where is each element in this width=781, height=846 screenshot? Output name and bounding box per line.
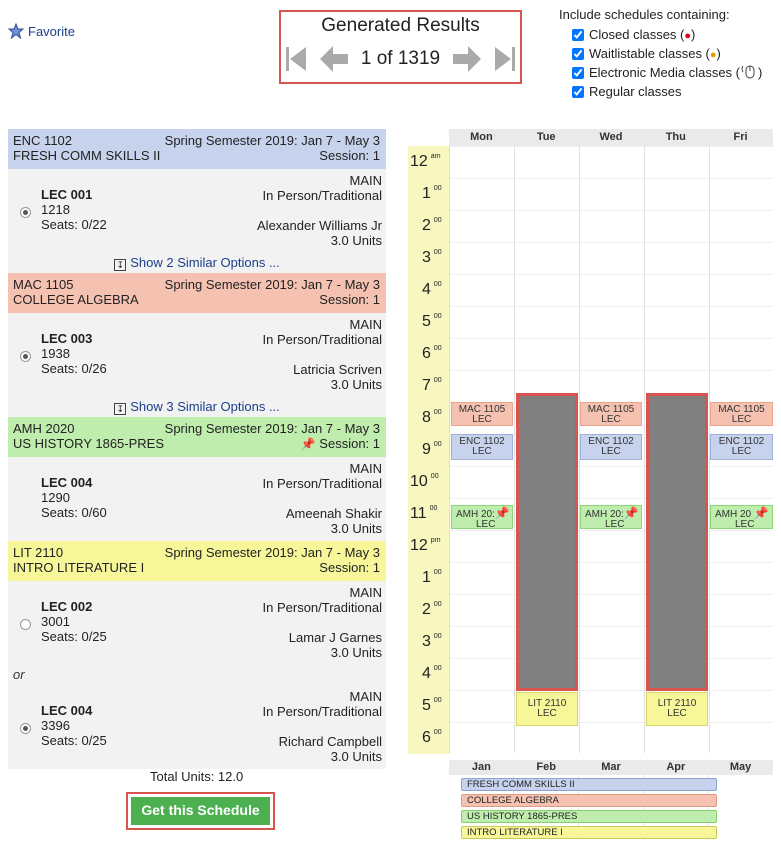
hour-label: 9 $^{00}$ <box>408 434 449 466</box>
month-bar-mac1105: COLLEGE ALGEBRA <box>461 794 717 807</box>
section-units: 3.0 Units <box>330 377 382 392</box>
course-session: Session: 1 <box>319 292 380 307</box>
section-radio[interactable] <box>20 723 31 734</box>
expand-icon: ↧ <box>114 403 126 415</box>
course-term: Spring Semester 2019: Jan 7 - May 3 <box>164 133 380 148</box>
course-session: Session: 1 <box>319 560 380 575</box>
blocked-time-tue[interactable] <box>516 393 578 691</box>
weekly-calendar <box>408 129 773 753</box>
section-radio[interactable] <box>20 207 31 218</box>
hour-label: 12 $^{pm}$ <box>408 530 449 562</box>
calendar-event-amh2020[interactable]: AMH 20 📌 LEC <box>710 505 773 529</box>
month-bar-enc1102: FRESH COMM SKILLS II <box>461 778 717 791</box>
show-similar-options-link[interactable] <box>8 253 386 273</box>
section-mode: In Person/Traditional <box>262 600 382 615</box>
section-number: 1938 <box>41 346 70 361</box>
course-term: Spring Semester 2019: Jan 7 - May 3 <box>164 421 380 436</box>
course-code: MAC 1105 <box>13 277 74 292</box>
section-row[interactable] <box>8 685 386 769</box>
results-counter: 1 of 1319 <box>360 48 441 69</box>
include-options <box>559 7 762 101</box>
get-schedule-button[interactable]: Get this Schedule <box>131 797 270 825</box>
waitlistable-classes-suffix: ) <box>716 46 721 61</box>
day-header: Wed <box>599 131 623 143</box>
star-icon <box>8 23 24 39</box>
include-heading: Include schedules containing: <box>559 7 730 22</box>
similar-label: Show 2 Similar Options ... <box>130 255 280 270</box>
section-row[interactable] <box>8 457 386 541</box>
regular-classes-checkbox[interactable] <box>572 86 584 98</box>
day-header: Thu <box>665 131 686 143</box>
hour-label: 11 $^{00}$ <box>408 498 449 530</box>
calendar-event-mac1105[interactable]: MAC 1105 LEC <box>580 402 642 426</box>
section-units: 3.0 Units <box>330 749 382 764</box>
hour-label: 3 $^{00}$ <box>408 626 449 658</box>
pin-icon: 📌 <box>623 506 639 520</box>
waitlistable-classes-option[interactable] <box>572 44 762 63</box>
hour-label: 3 $^{00}$ <box>408 242 449 274</box>
course-code: ENC 1102 <box>13 133 73 148</box>
section-row[interactable] <box>8 169 386 253</box>
hour-label: 2 $^{00}$ <box>408 594 449 626</box>
section-row[interactable] <box>8 313 386 397</box>
section-instructor: Alexander Williams Jr <box>257 218 382 233</box>
calendar-event-amh2020[interactable]: AMH 20:📌 LEC <box>451 505 513 529</box>
section-number: 1290 <box>41 490 70 505</box>
generated-results-panel <box>279 10 522 84</box>
hour-label: 6 $^{00}$ <box>408 722 449 754</box>
regular-classes-option[interactable] <box>572 82 762 101</box>
calendar-event-mac1105[interactable]: MAC 1105 LEC <box>451 402 513 426</box>
calendar-event-lit2110[interactable]: LIT 2110 LEC <box>646 692 708 726</box>
course-code: LIT 2110 <box>13 545 64 560</box>
blocked-time-thu[interactable] <box>646 393 708 691</box>
month-header-bar <box>449 760 773 775</box>
hour-label: 1 $^{00}$ <box>408 178 449 210</box>
section-units: 3.0 Units <box>330 645 382 660</box>
month-bar-lit2110: INTRO LITERATURE I <box>461 826 717 839</box>
day-header: Mon <box>470 131 493 143</box>
section-type: LEC 004 <box>41 703 93 718</box>
day-header: Tue <box>536 131 556 143</box>
hour-label: 8 $^{00}$ <box>408 402 449 434</box>
previous-result-button[interactable] <box>319 43 349 75</box>
waitlistable-classes-checkbox[interactable] <box>572 48 584 60</box>
first-page-icon <box>284 45 308 73</box>
section-seats: Seats: 0/26 <box>41 361 107 376</box>
closed-classes-checkbox[interactable] <box>572 29 584 41</box>
section-mode: In Person/Traditional <box>262 332 382 347</box>
show-similar-options-link[interactable] <box>8 397 386 417</box>
pin-icon: 📌 <box>300 437 316 451</box>
month-overview <box>449 760 773 840</box>
section-campus: MAIN <box>349 585 382 600</box>
last-page-icon <box>493 45 517 73</box>
hour-label: 12 $^{am}$ <box>408 146 449 178</box>
get-schedule-button-frame <box>126 792 275 830</box>
course-list <box>8 129 386 769</box>
hour-label: 5 $^{00}$ <box>408 306 449 338</box>
calendar-grid <box>449 146 773 753</box>
course-header-mac1105 <box>8 273 386 313</box>
previous-arrow-icon <box>319 45 349 73</box>
section-units: 3.0 Units <box>330 233 382 248</box>
calendar-event-enc1102[interactable]: ENC 1102 LEC <box>451 434 513 460</box>
last-result-button[interactable] <box>490 43 520 75</box>
waitlist-dot-icon: ● <box>709 49 717 61</box>
first-result-button[interactable] <box>281 43 311 75</box>
month-label: Feb <box>536 761 556 773</box>
course-term: Spring Semester 2019: Jan 7 - May 3 <box>164 545 380 560</box>
electronic-media-suffix: ) <box>758 65 763 80</box>
section-campus: MAIN <box>349 173 382 188</box>
section-row[interactable] <box>8 581 386 665</box>
closed-classes-label: Closed classes ( <box>589 27 685 42</box>
electronic-media-checkbox[interactable] <box>572 67 584 79</box>
similar-label: Show 3 Similar Options ... <box>130 399 280 414</box>
section-number: 1218 <box>41 202 70 217</box>
calendar-event-lit2110[interactable]: LIT 2110 LEC <box>516 692 578 726</box>
day-header-bar <box>449 129 773 146</box>
next-result-button[interactable] <box>452 43 482 75</box>
section-instructor: Latricia Scriven <box>293 362 382 377</box>
hour-label: 5 $^{00}$ <box>408 690 449 722</box>
month-bar-amh2020: US HISTORY 1865-PRES <box>461 810 717 823</box>
section-radio[interactable] <box>20 619 31 630</box>
electronic-media-label: Electronic Media classes ( <box>589 65 740 80</box>
hour-label: 1 $^{00}$ <box>408 562 449 594</box>
section-campus: MAIN <box>349 461 382 476</box>
section-type: LEC 002 <box>41 599 93 614</box>
closed-classes-option[interactable] <box>572 25 762 44</box>
course-code: AMH 2020 <box>13 421 75 436</box>
month-label: Jan <box>471 761 491 773</box>
section-instructor: Richard Campbell <box>278 734 382 749</box>
course-name: INTRO LITERATURE I <box>13 560 145 575</box>
course-header-enc1102 <box>8 129 386 169</box>
course-header-lit2110 <box>8 541 386 581</box>
hour-label: 7 $^{00}$ <box>408 370 449 402</box>
favorite-link[interactable] <box>8 23 75 39</box>
section-seats: Seats: 0/22 <box>41 217 107 232</box>
course-name: COLLEGE ALGEBRA <box>13 292 139 307</box>
calendar-event-enc1102[interactable]: ENC 1102 LEC <box>710 434 773 460</box>
hour-label: 4 $^{00}$ <box>408 274 449 306</box>
hour-label: 2 $^{00}$ <box>408 210 449 242</box>
month-label: Apr <box>666 761 686 773</box>
section-mode: In Person/Traditional <box>262 704 382 719</box>
course-name: FRESH COMM SKILLS II <box>13 148 161 163</box>
day-header: Fri <box>733 131 748 143</box>
section-units: 3.0 Units <box>330 521 382 536</box>
regular-classes-label: Regular classes <box>589 84 682 99</box>
section-campus: MAIN <box>349 689 382 704</box>
waitlistable-classes-label: Waitlistable classes ( <box>589 46 710 61</box>
calendar-event-amh2020[interactable]: AMH 20:📌 LEC <box>580 505 642 529</box>
total-units: Total Units: 12.0 <box>150 769 244 784</box>
calendar-event-enc1102[interactable]: ENC 1102 LEC <box>580 434 642 460</box>
course-session: Session: 1 <box>319 148 380 163</box>
results-nav <box>281 43 520 75</box>
section-instructor: Lamar J Garnes <box>288 630 382 645</box>
pin-icon: 📌 <box>753 506 769 520</box>
month-label: Mar <box>601 761 621 773</box>
section-number: 3396 <box>41 718 70 733</box>
closed-dot-icon: ● <box>684 30 692 42</box>
course-session: Session: 1 <box>319 436 380 451</box>
section-mode: In Person/Traditional <box>262 188 382 203</box>
course-term: Spring Semester 2019: Jan 7 - May 3 <box>164 277 380 292</box>
hour-label: 6 $^{00}$ <box>408 338 449 370</box>
section-campus: MAIN <box>349 317 382 332</box>
course-header-amh2020 <box>8 417 386 457</box>
pin-icon: 📌 <box>494 506 510 520</box>
hour-label: 10 $^{00}$ <box>408 466 449 498</box>
section-seats: Seats: 0/60 <box>41 505 107 520</box>
expand-icon: ↧ <box>114 259 126 271</box>
course-name: US HISTORY 1865-PRES <box>13 436 165 451</box>
favorite-label: Favorite <box>28 23 75 39</box>
section-type: LEC 004 <box>41 475 93 490</box>
section-radio[interactable] <box>20 351 31 362</box>
hour-label: 4 $^{00}$ <box>408 658 449 690</box>
calendar-event-mac1105[interactable]: MAC 1105 LEC <box>710 402 773 426</box>
or-separator: or <box>8 665 386 685</box>
section-type: LEC 003 <box>41 331 93 346</box>
section-number: 3001 <box>41 614 70 629</box>
month-label: May <box>729 761 752 773</box>
section-seats: Seats: 0/25 <box>41 629 107 644</box>
closed-classes-suffix: ) <box>691 27 696 42</box>
results-title: Generated Results <box>321 15 480 36</box>
section-type: LEC 001 <box>41 187 93 202</box>
section-seats: Seats: 0/25 <box>41 733 107 748</box>
mouse-icon <box>740 65 758 79</box>
electronic-media-option[interactable] <box>572 63 762 82</box>
section-instructor: Ameenah Shakir <box>285 506 382 521</box>
section-mode: In Person/Traditional <box>262 476 382 491</box>
next-arrow-icon <box>452 45 482 73</box>
